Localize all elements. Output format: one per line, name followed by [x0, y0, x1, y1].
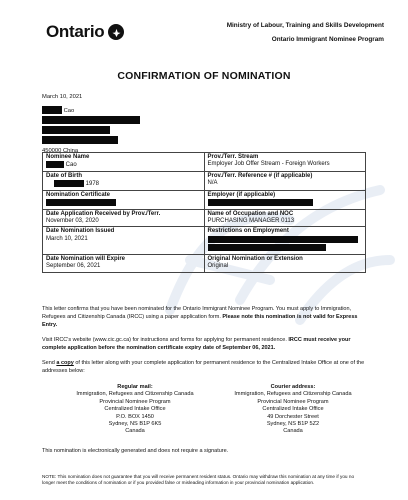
address-line: Provincial Nominee Program	[99, 398, 171, 405]
paragraph-electronic-note	[42, 448, 368, 456]
restrictions-label: Restrictions on Employment	[207, 228, 289, 235]
logo-wordmark: Ontario	[46, 22, 105, 41]
redaction-bar	[46, 199, 116, 206]
restrictions-value-line	[208, 236, 363, 244]
reference-value: N/A	[207, 180, 218, 187]
paragraph-text: of this letter along with your complete application for permanent residence to the Centralized Intake Office at one of the addresses below:	[42, 360, 365, 374]
redaction-bar	[208, 244, 326, 251]
regular-mail-heading: Regular mail:	[117, 384, 153, 390]
reference-label: Prov./Terr. Reference # (if applicable)	[207, 172, 313, 179]
letter-date: March 10, 2021	[42, 94, 83, 100]
certificate-value-line	[46, 199, 201, 207]
ontario-logo	[46, 22, 124, 42]
restrictions-value-line	[208, 244, 363, 252]
nomination-details-table	[42, 152, 366, 273]
address-line: Centralized Intake Office	[104, 406, 166, 413]
address-line: Canada	[125, 428, 145, 435]
address-line: Sydney, NS B1P 6K5	[108, 421, 162, 428]
nominee-name-label: Nominee Name	[46, 154, 90, 160]
address-line	[42, 116, 140, 126]
paragraph-text: This nomination is electronically generated and does not require a signature.	[42, 448, 229, 454]
table-row	[43, 209, 366, 227]
address-line: 49 Dorchester Street	[267, 413, 319, 420]
redaction-bar	[42, 126, 110, 134]
received-label: Date Application Received by Prov./Terr.	[46, 210, 161, 217]
courier-heading: Courier address:	[270, 384, 316, 390]
recipient-name-line	[42, 106, 140, 116]
stream-value: Employer Job Offer Stream - Foreign Workers	[207, 161, 330, 168]
program-name: Ontario Immigrant Nominee Program	[271, 36, 384, 43]
address-line: Sydney, NS B1P 5Z2	[266, 421, 320, 428]
dob-value-line	[46, 180, 201, 188]
issued-cell	[43, 227, 205, 254]
employer-label: Employer (if applicable)	[207, 191, 276, 198]
certificate-label: Nomination Certificate	[46, 191, 111, 198]
expire-cell	[43, 254, 205, 272]
nominee-name-value-line	[46, 161, 201, 169]
reference-cell	[204, 171, 366, 190]
issued-value: March 10, 2021	[46, 235, 88, 242]
address-line: Immigration, Refugees and Citizenship Canada	[234, 391, 352, 398]
original-value: Original	[207, 263, 229, 270]
original-label: Original Nomination or Extension	[207, 255, 303, 262]
redaction-bar	[42, 136, 118, 144]
paragraph-confirmation	[42, 306, 368, 329]
paragraph-emphasis: Please note this nomination is not valid for Express Entry.	[42, 313, 358, 328]
occupation-value: PURCHASING MANAGER 0113	[207, 218, 295, 225]
received-value: November 03, 2020	[46, 218, 99, 225]
document-title: CONFIRMATION OF NOMINATION	[117, 70, 291, 82]
nominee-name-value: Cao	[65, 162, 77, 169]
paragraph-text: Send	[42, 360, 57, 366]
footer-note	[42, 474, 368, 486]
stream-cell	[204, 153, 366, 172]
redaction-bar	[42, 116, 140, 124]
address-line: Canada	[283, 428, 303, 435]
courier-address	[218, 384, 368, 436]
regular-mail-address	[60, 384, 210, 436]
expire-label: Date Nomination will Expire	[46, 255, 126, 262]
paragraph-ircc-instructions	[42, 337, 368, 353]
occupation-label: Name of Occupation and NOC	[207, 210, 294, 217]
paragraph-emphasis: IRCC must receive your complete application before the nomination certificate expiry date of September 06, 2021.	[42, 337, 351, 351]
postal-country: 450000 China	[42, 148, 79, 154]
address-line	[42, 136, 140, 146]
table-row	[43, 153, 366, 172]
paragraph-text: This letter confirms that you have been nominated for the Ontario Immigrant Nominee Program. You must apply to Immigration, Refugees and Citizenship Canada (IRCC) using a paper application form.	[42, 306, 352, 320]
table-row	[43, 190, 366, 209]
paragraph-send-copy	[42, 360, 368, 376]
original-cell	[204, 254, 366, 272]
address-line: P.O. BOX 1450	[116, 413, 154, 420]
redaction-bar	[208, 236, 358, 243]
restrictions-cell	[204, 227, 366, 254]
expire-value: September 06, 2021	[46, 263, 101, 270]
address-line	[42, 126, 140, 136]
certificate-cell	[43, 190, 205, 209]
table-row	[43, 227, 366, 254]
trillium-icon	[108, 24, 124, 40]
redaction-bar	[42, 106, 62, 114]
paragraph-emphasis: a copy	[56, 360, 74, 366]
redaction-bar	[46, 161, 64, 168]
nominee-name-cell	[43, 153, 205, 172]
occupation-cell	[204, 209, 366, 227]
paragraph-text: Visit IRCC's website (www.cic.gc.ca) for instructions and forms for applying for permanent residence.	[42, 337, 289, 343]
ministry-name: Ministry of Labour, Training and Skills Development	[226, 22, 384, 29]
employer-value-line	[208, 199, 363, 207]
issued-label: Date Nomination Issued	[46, 228, 115, 235]
ministry-header	[227, 19, 384, 47]
address-line: Provincial Nominee Program	[257, 398, 329, 405]
received-cell	[43, 209, 205, 227]
dob-label: Date of Birth	[46, 172, 82, 179]
address-line: Centralized Intake Office	[262, 406, 324, 413]
redaction-bar	[208, 199, 313, 206]
recipient-surname: Cao	[63, 108, 75, 114]
table-row	[43, 254, 366, 272]
redaction-bar	[54, 180, 84, 187]
employer-cell	[204, 190, 366, 209]
stream-label: Prov./Terr. Stream	[207, 154, 259, 160]
dob-value: 1978	[85, 181, 100, 188]
paragraph-text: NOTE: This nomination does not guarantee that you will receive permanent resident status. Ontario may withdraw this nomination at any time if you no longer meet the conditions of nomination or if you provided false or misleading information in your provincial nomination application.	[42, 474, 355, 486]
recipient-address	[42, 92, 140, 156]
dob-cell	[43, 171, 205, 190]
address-line: Immigration, Refugees and Citizenship Canada	[76, 391, 194, 398]
table-row	[43, 171, 366, 190]
